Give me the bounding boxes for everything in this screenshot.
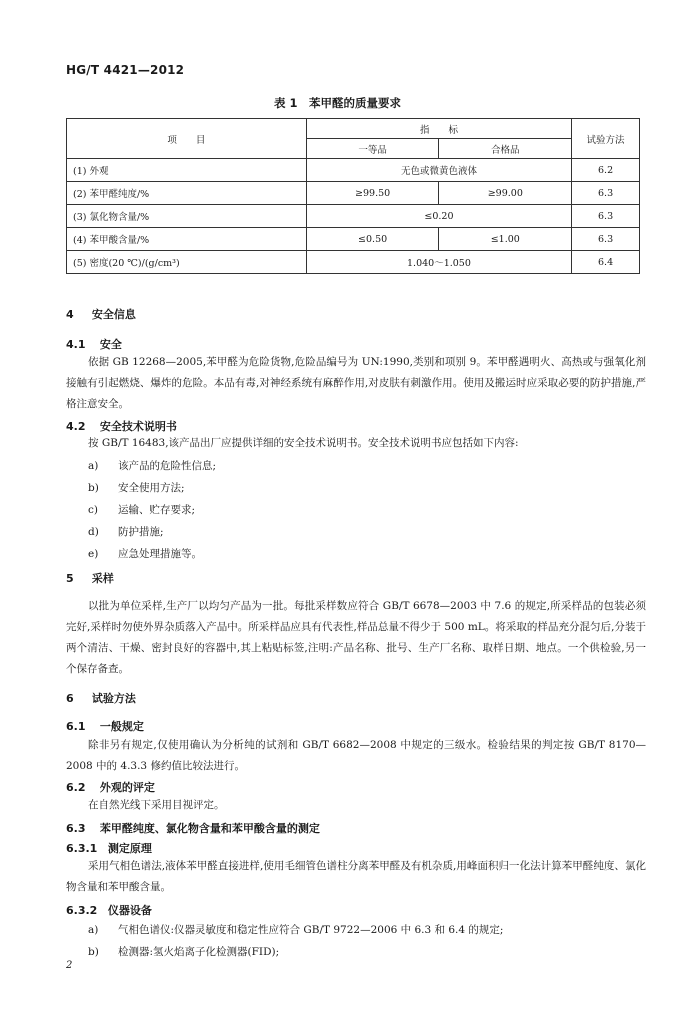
list-text: 应急处理措施等。: [118, 548, 202, 560]
list-item: [88, 502, 195, 517]
row-value-merged: 1.040～1.050: [306, 251, 571, 274]
section-number: 4.1: [66, 338, 86, 351]
list-item: [88, 944, 279, 959]
section-title: 仪器设备: [107, 904, 152, 917]
header-method: 试验方法: [572, 119, 640, 159]
section-number: 5: [66, 572, 74, 585]
row-value-grade1: ≤0.50: [306, 228, 439, 251]
list-text: 安全使用方法;: [118, 482, 185, 494]
list-text: 检测器:氢火焰离子化检测器(FID);: [118, 946, 280, 958]
document-code: HG/T 4421—2012: [66, 63, 185, 77]
section-6-heading: [66, 690, 136, 706]
table-title: 表 1 苯甲醛的质量要求: [273, 96, 401, 110]
list-item: [88, 922, 503, 937]
section-4-2-paragraph: 按 GB/T 16483,该产品出厂应提供详细的安全技术说明书。安全技术说明书应包括如下内容:: [88, 437, 519, 449]
section-6-3-1-paragraph: 采用气相色谱法,液体苯甲醛直接进样,使用毛细管色谱柱分离苯甲醛及有机杂质,用峰面积归一化法计算苯甲醛纯度、氯化物含量和苯甲酸含量。: [66, 860, 646, 893]
section-title: 采样: [91, 572, 114, 585]
section-4-1-paragraph: 依据 GB 12268—2005,苯甲醛为危险货物,危险品编号为 UN:1990,类别和项别 9。苯甲醛遇明火、高热或与强氧化剂接触有引起燃烧、爆炸的危险。本品有毒,对神经系统有麻醉作用,对皮肤有刺激作用。使用及搬运时应采取必要的防护措施,严格注意安全。: [66, 356, 646, 410]
section-6-2-heading: [66, 779, 155, 795]
list-marker: c): [88, 504, 98, 516]
table-header-row: [67, 119, 640, 139]
row-method: 6.3: [572, 205, 640, 228]
row-item: (4) 苯甲酸含量/%: [67, 228, 307, 251]
list-item: [88, 458, 216, 473]
header-grade2: 合格品: [439, 139, 572, 159]
section-4-heading: [66, 306, 136, 322]
list-item: [88, 480, 185, 495]
list-text: 防护措施;: [118, 526, 164, 538]
section-number: 6.3: [66, 822, 86, 835]
row-item: (5) 密度(20 ℃)/(g/cm³): [67, 251, 307, 274]
section-6-1-heading: [66, 718, 144, 734]
section-6-1-paragraph: 除非另有规定,仅使用确认为分析纯的试剂和 GB/T 6682—2008 中规定的三级水。检验结果的判定按 GB/T 8170—2008 中的 4.3.3 修约值比较法进行。: [66, 739, 646, 772]
row-value-merged: ≤0.20: [306, 205, 571, 228]
row-value-grade1: ≥99.50: [306, 182, 439, 205]
section-title: 测定原理: [107, 842, 152, 855]
list-text: 气相色谱仪:仪器灵敏度和稳定性应符合 GB/T 9722—2006 中 6.3 和 6.4 的规定;: [118, 924, 504, 936]
section-5-paragraph: 以批为单位采样,生产厂以均匀产品为一批。每批采样数应符合 GB/T 6678—2003 中 7.6 的规定,所采样品的包装必须完好,采样时勿使外界杂质落入产品中。所采样品应具有代表性,样品总量不得少于 500 mL。将采取的样品充分混匀后,分装于两个清洁、干燥、密封良好的容器中,其上粘贴标签,注明:产品名称、批号、生产厂名称、取样日期、地点。一个供检验,另一个保存备查。: [66, 600, 646, 675]
row-method: 6.3: [572, 182, 640, 205]
section-6-3-1-heading: [66, 840, 152, 856]
list-text: 该产品的危险性信息;: [118, 460, 217, 472]
list-item: [88, 546, 202, 561]
table-row: [67, 228, 640, 251]
section-4-1-heading: [66, 336, 122, 352]
list-marker: b): [88, 946, 99, 958]
section-number: 6.3.1: [66, 842, 98, 855]
section-5-heading: [66, 570, 114, 586]
list-marker: a): [88, 460, 99, 472]
list-marker: d): [88, 526, 99, 538]
section-title: 安全: [99, 338, 122, 351]
section-number: 6.1: [66, 720, 86, 733]
table-row: [67, 159, 640, 182]
row-method: 6.3: [572, 228, 640, 251]
section-number: 6.3.2: [66, 904, 98, 917]
section-title: 苯甲醛纯度、氯化物含量和苯甲酸含量的测定: [99, 822, 320, 835]
section-6-2-paragraph: 在自然光线下采用目视评定。: [88, 799, 225, 811]
row-value-merged: 无色或微黄色液体: [306, 159, 571, 182]
section-title: 外观的评定: [99, 781, 155, 794]
section-title: 安全技术说明书: [99, 420, 177, 433]
row-method: 6.4: [572, 251, 640, 274]
section-title: 一般规定: [99, 720, 144, 733]
row-method: 6.2: [572, 159, 640, 182]
row-item: (3) 氯化物含量/%: [67, 205, 307, 228]
list-marker: b): [88, 482, 99, 494]
section-6-3-2-heading: [66, 902, 152, 918]
table-row: [67, 251, 640, 274]
row-value-grade2: ≤1.00: [439, 228, 572, 251]
list-text: 运输、贮存要求;: [118, 504, 196, 516]
section-4-2-heading: [66, 418, 177, 434]
section-number: 4: [66, 308, 74, 321]
header-spec: 指 标: [306, 119, 571, 139]
header-item: 项 目: [67, 119, 307, 159]
table-row: [67, 205, 640, 228]
page-number: 2: [66, 960, 73, 971]
section-number: 6: [66, 692, 74, 705]
section-title: 安全信息: [91, 308, 136, 321]
quality-requirements-table: [66, 118, 640, 274]
list-marker: a): [88, 924, 99, 936]
section-title: 试验方法: [91, 692, 136, 705]
row-item: (1) 外观: [67, 159, 307, 182]
header-grade1: 一等品: [306, 139, 439, 159]
table-row: [67, 182, 640, 205]
section-number: 4.2: [66, 420, 86, 433]
section-number: 6.2: [66, 781, 86, 794]
list-item: [88, 524, 164, 539]
list-marker: e): [88, 548, 99, 560]
row-value-grade2: ≥99.00: [439, 182, 572, 205]
section-6-3-heading: [66, 820, 320, 836]
row-item: (2) 苯甲醛纯度/%: [67, 182, 307, 205]
